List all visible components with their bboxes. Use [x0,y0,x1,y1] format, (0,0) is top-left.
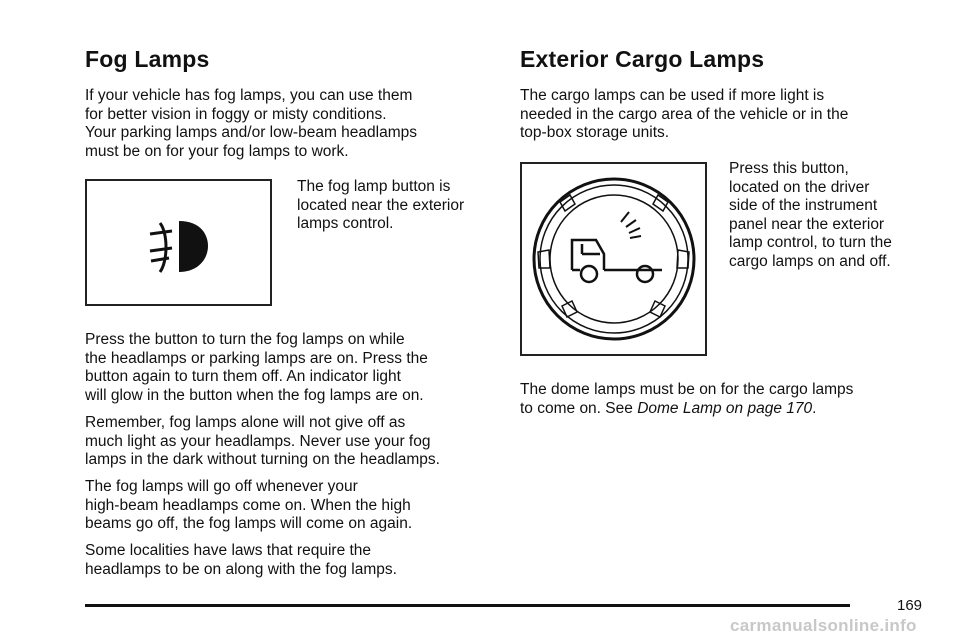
cargo-lamp-caption: Press this button, located on the driver side of the instrument panel near the exterior lamp control, to turn the cargo lamps on and off. [729,160,892,270]
fog-lamps-paragraph-4: The fog lamps will go off whenever your high-beam headlamps come on. When the high beams go off, the fog lamps will come on again. [85,478,413,532]
fog-lamp-caption: The fog lamp button is located near the exterior lamps control. [297,178,465,232]
fog-lamps-paragraph-3: Remember, fog lamps alone will not give off as much light as your headlamps. Never use your fog lamps in the dark without turning on the headlamps. [85,414,440,468]
cargo-lamps-heading: Exterior Cargo Lamps [520,46,765,72]
fog-lamps-heading: Fog Lamps [85,46,210,72]
fog-lamp-icon [87,181,270,304]
cargo-lamp-figure [520,162,707,356]
cargo-lamps-note-line-2: to come on. See Dome Lamp on page 170. [520,399,817,417]
cargo-lamp-button-icon [522,164,705,354]
watermark: carmanualsonline.info [730,616,917,635]
cargo-lamps-intro: The cargo lamps can be used if more light is needed in the cargo area of the vehicle or in the top-box storage units. [520,87,849,141]
dome-lamp-page-reference[interactable]: Dome Lamp on page 170 [637,399,813,417]
footer-rule [85,604,850,607]
fog-lamps-intro: If your vehicle has fog lamps, you can use them for better vision in foggy or misty conditions. Your parking lamps and/or low-beam headlamps must be on for your fog lamps to work. [85,87,418,160]
fog-lamps-paragraph-5: Some localities have laws that require the headlamps to be on along with the fog lamps. [85,542,397,578]
cargo-lamps-note: The dome lamps must be on for the cargo lamps to come on. See Dome Lamp on page 170. [520,381,854,417]
fog-lamp-figure [85,179,272,306]
page-number: 169 [897,597,923,614]
fog-lamps-paragraph-2: Press the button to turn the fog lamps on while the headlamps or parking lamps are on. Press the button again to turn them off. An indicator light will glow in the button when the fog lamps are on. [85,331,428,404]
